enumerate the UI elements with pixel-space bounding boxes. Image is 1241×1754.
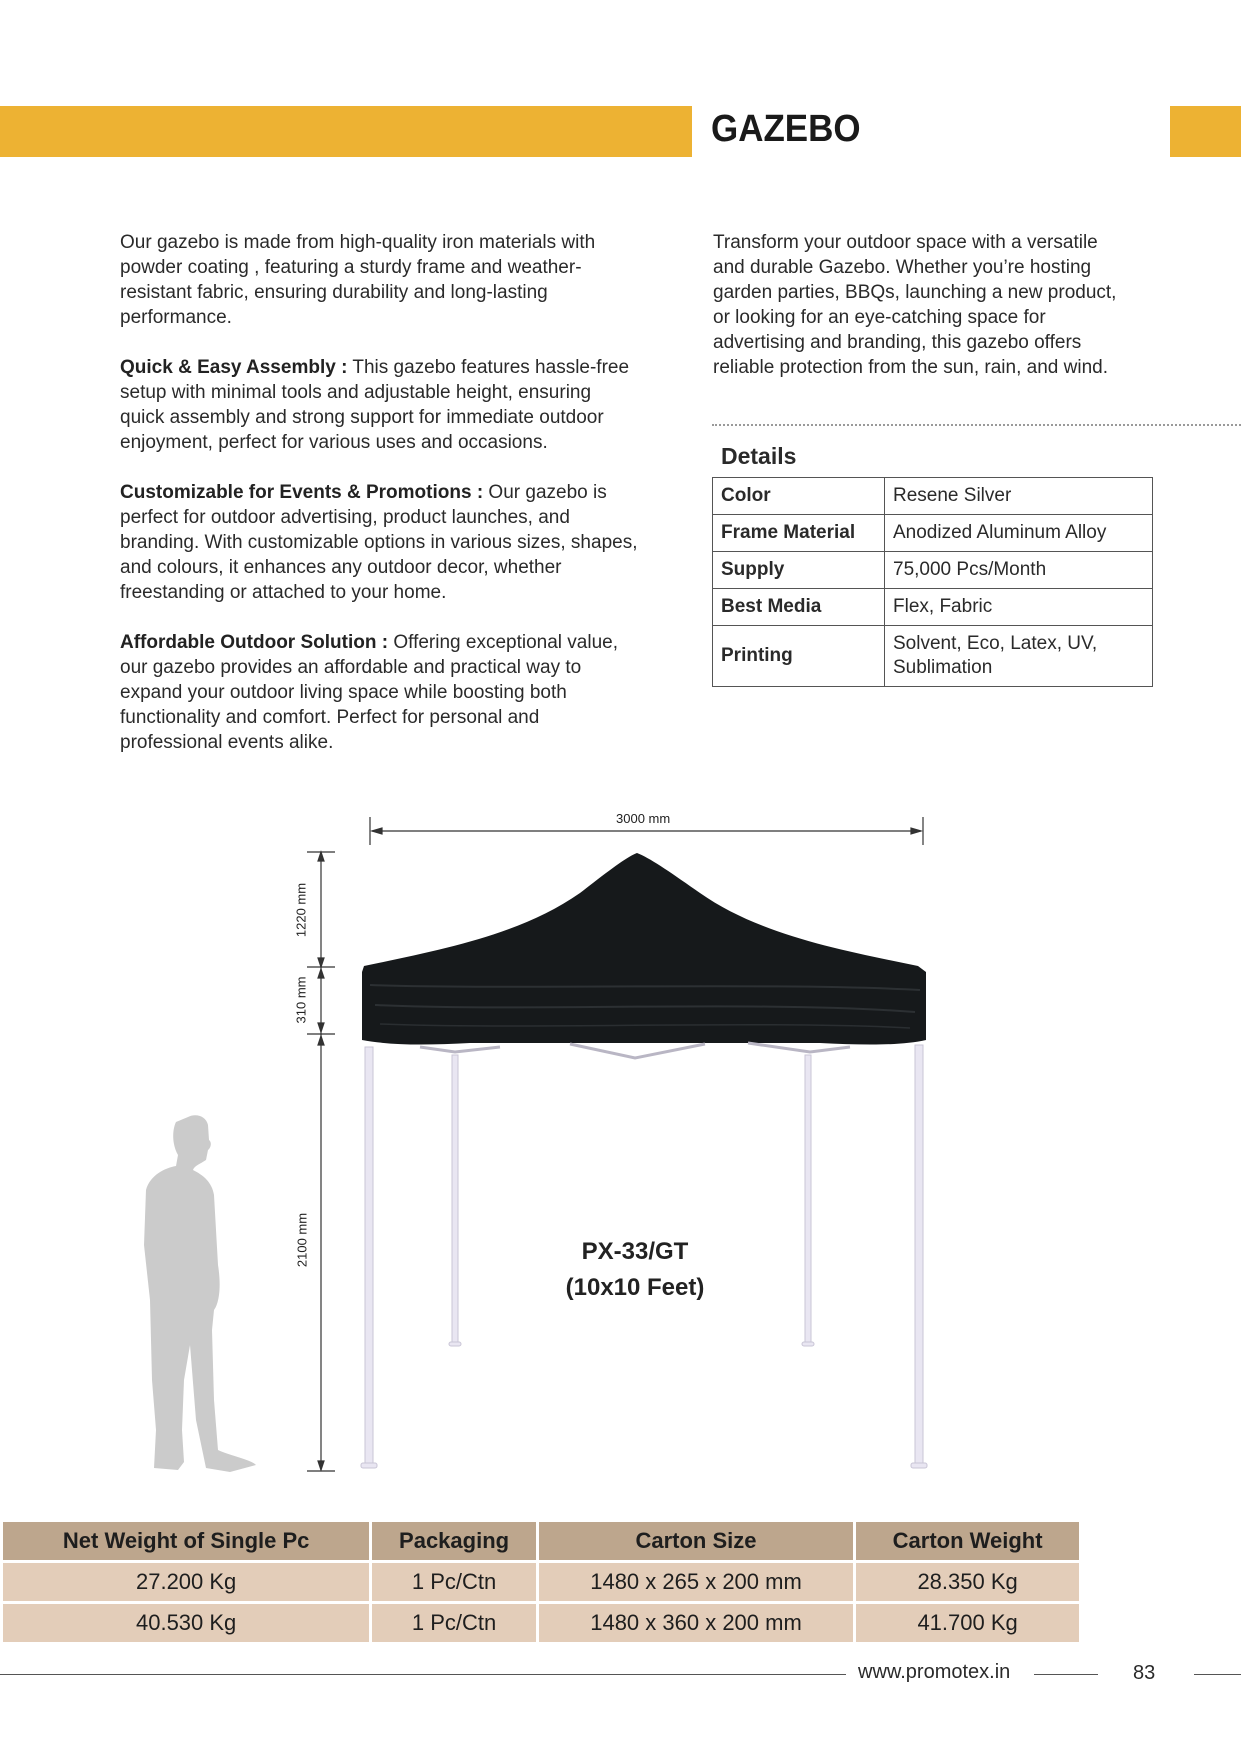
spec-cell: 1 Pc/Ctn [372, 1563, 536, 1601]
details-row [713, 552, 1153, 589]
footer-url[interactable]: www.promotex.in [858, 1661, 1011, 1683]
spec-cell: 28.350 Kg [856, 1563, 1079, 1601]
details-row [713, 515, 1153, 552]
intro-paragraph [120, 230, 640, 330]
spec-header: Carton Weight [856, 1522, 1079, 1560]
intro-left-column [120, 230, 640, 780]
details-value: Flex, Fabric [885, 589, 1153, 626]
section-divider [712, 424, 1241, 426]
details-table [712, 477, 1153, 687]
spec-cell: 1480 x 360 x 200 mm [539, 1604, 853, 1642]
details-title: Details [721, 443, 797, 469]
details-key: Printing [713, 626, 885, 687]
intro-right-column [713, 230, 1133, 380]
spec-cell: 40.530 Kg [3, 1604, 369, 1642]
footer-rule-mid [1034, 1674, 1098, 1675]
details-key: Color [713, 478, 885, 515]
details-key: Supply [713, 552, 885, 589]
feature-heading: Quick & Easy Assembly : [120, 357, 348, 378]
spec-header-row [3, 1522, 1079, 1560]
feature-paragraph [120, 355, 640, 455]
feature-text: This gazebo features hassle-free setup with minimal tools and adjustable height, ensuring quick assembly and strong support for immediate outdoor enjoyment, perfect for various uses and occasions. [120, 357, 630, 453]
page-number: 83 [1133, 1662, 1156, 1684]
spec-cell: 41.700 Kg [856, 1604, 1079, 1642]
valance-height-label: 310 mm [293, 976, 309, 1024]
spec-header: Net Weight of Single Pc [3, 1522, 369, 1560]
feature-heading: Affordable Outdoor Solution : [120, 632, 389, 653]
spec-cell: 1 Pc/Ctn [372, 1604, 536, 1642]
feature-paragraph [120, 480, 640, 605]
spec-cell: 27.200 Kg [3, 1563, 369, 1601]
details-value: 75,000 Pcs/Month [885, 552, 1153, 589]
spec-row [3, 1563, 1079, 1601]
spec-cell: 1480 x 265 x 200 mm [539, 1563, 853, 1601]
details-key: Frame Material [713, 515, 885, 552]
gazebo-diagram [0, 800, 1241, 1490]
intro-right-text: Transform your outdoor space with a versatile and durable Gazebo. Whether you’re hosting garden parties, BBQs, launching a new product, or looking for an eye-catching space for advertising and branding, this gazebo offers reliable protection from the sun, rain, and wind. [713, 232, 1117, 378]
header-accent-bar-left [0, 106, 692, 157]
details-value: Resene Silver [885, 478, 1153, 515]
footer-rule-right [1194, 1674, 1241, 1675]
details-row [713, 589, 1153, 626]
details-value: Solvent, Eco, Latex, UV, Sublimation [885, 626, 1153, 687]
human-silhouette [144, 1115, 256, 1472]
product-model: PX-33/GT [581, 1238, 689, 1265]
product-size: (10x10 Feet) [565, 1274, 705, 1301]
width-dimension-label: 3000 mm [616, 811, 671, 826]
details-key: Best Media [713, 589, 885, 626]
spec-row [3, 1604, 1079, 1642]
gazebo-frame-struts [420, 1043, 850, 1058]
intro-paragraph-text: Our gazebo is made from high-quality iron materials with powder coating , featuring a sturdy frame and weather-resistant fabric, ensuring durability and long-lasting performance. [120, 232, 596, 328]
roof-height-label: 1220 mm [293, 882, 309, 938]
gazebo-canopy [362, 853, 926, 1045]
spec-header: Carton Size [539, 1522, 853, 1560]
feature-paragraph [120, 630, 640, 755]
packaging-spec-table [0, 1519, 1082, 1645]
feature-text: Our gazebo is perfect for outdoor advertising, product launches, and branding. With customizable options in various sizes, shapes, and colours, it enhances any outdoor decor, whether freestanding or attached to your home. [120, 482, 638, 603]
footer-rule-left [0, 1674, 846, 1675]
product-label [540, 1234, 730, 1306]
leg-height-label: 2100 mm [294, 1212, 310, 1268]
header-accent-bar-right [1170, 106, 1241, 157]
page-title: GAZEBO [711, 108, 861, 150]
details-row [713, 478, 1153, 515]
feature-heading: Customizable for Events & Promotions : [120, 482, 484, 503]
height-dimension-line [307, 852, 335, 1471]
details-row [713, 626, 1153, 687]
details-value: Anodized Aluminum Alloy [885, 515, 1153, 552]
feature-text: Offering exceptional value, our gazebo provides an affordable and practical way to expand your outdoor living space while boosting both functionality and comfort. Perfect for personal and professional events alike. [120, 632, 618, 753]
spec-header: Packaging [372, 1522, 536, 1560]
